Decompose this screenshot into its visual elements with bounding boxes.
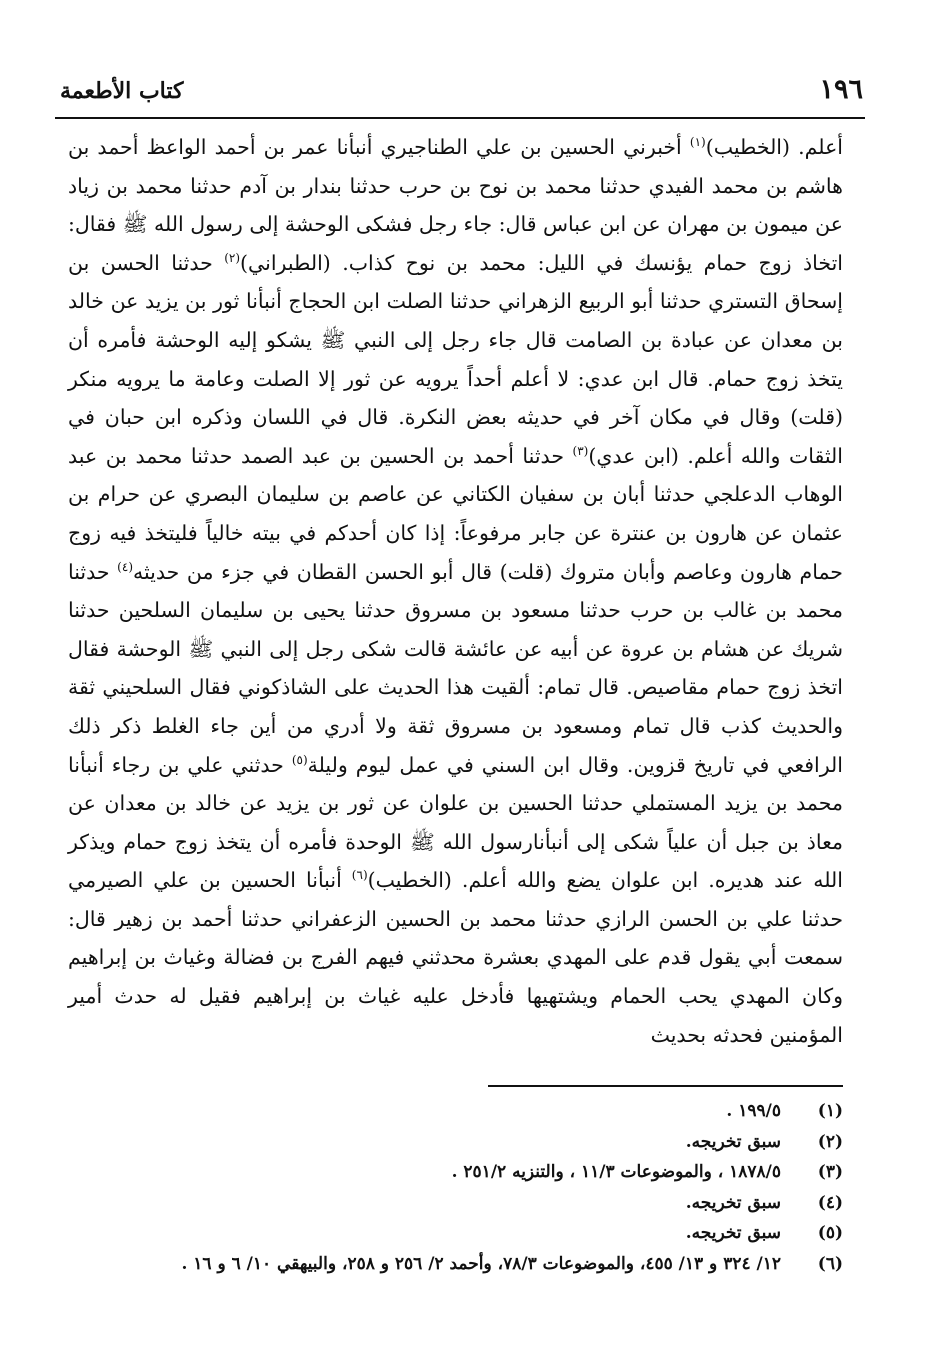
text-segment: أعلم. (الخطيب) [705, 135, 844, 159]
footnote-number: (٦) [817, 1253, 843, 1274]
text-segment: حدثنا الحسن بن إسحاق التستري حدثنا أبو الربيع الزهراني حدثنا الصلت ابن الحجاج أنبأنا ثور بن يزيد عن خالد بن معدان عن عبادة بن الصامت قال جاء رجل إلى النبي ﷺ يشكو إليه الوحشة فأمره أن يتخذ زوج حمام. قال ابن عدي: لا أعلم أحداً يرويه عن ثور إلا الصلت وعامة ما يرويه منكر (قلت) وقال في مكان آخر في حديثه بعض النكرة. قال في اللسان وذكره ابن حبان في الثقات والله أعلم. (ابن عدي) [68, 250, 843, 468]
text-segment: حدثنا أحمد بن الحسين بن عبد الصمد حدثنا محمد بن عبد الوهاب الدعلجي حدثنا أبان بن سفيان الكتاني عن عاصم بن سليمان البصري عن حرام بن عثمان عن هارون بن عنترة عن جابر مرفوعاً: إذا كان أحدكم في بيته خالياً فليتخذ فيه زوج حمام هارون وعاصم وأبان متروك (قلت) قال أبو الحسن القطان في جزء من حديثه [68, 443, 843, 584]
footnote-marker: (٤) [117, 559, 133, 574]
footnote-number: (٤) [817, 1192, 843, 1213]
footnote-marker: (٥) [291, 752, 308, 767]
footnote-text: سبق تخريجه. [685, 1192, 781, 1213]
footnote-number: (١) [817, 1101, 843, 1121]
footnote-marker: (٦) [351, 868, 368, 883]
footnote-text: سبق تخريجه. [685, 1223, 781, 1243]
footnotes [60, 1096, 843, 1279]
footnote-item [60, 1157, 843, 1188]
footnote-item [60, 1096, 843, 1127]
text-segment: أنبأنا الحسين بن علي الصيرمي حدثنا علي بن الحسن الرازي حدثنا محمد بن الحسين الزعفراني حدثنا أحمد بن زهير قال: سمعت أبي يقول قدم على المهدي بعشرة محدثني فيهم الفرج بن فضالة وغياث بن إبراهيم وكان المهدي يحب الحمام ويشتهيها فأدخل عليه غياث بن إبراهيم فقيل له حدث أمير المؤمنين فحدثه بحديث [68, 868, 843, 1047]
footnote-marker: (١) [689, 135, 706, 150]
footnote-number: (٥) [817, 1223, 843, 1243]
main-paragraph [68, 128, 843, 1054]
text-segment: أخبرني الحسين بن علي الطناجيري أنبأنا عمر بن أحمد الواعظ أحمد بن هاشم بن محمد الفيدي حدثنا محمد بن نوح بن حرب حدثنا بندار بن آدم حدثنا محمد بن زياد عن ميمون بن مهران عن ابن عباس قال: جاء رجل فشكى الوحشة إلى رسول الله ﷺ فقال: اتخاذ زوج حمام يؤنسك في الليل: محمد بن نوح كذاب. (الطبراني) [68, 135, 843, 275]
footnote-text: ١٩٩/٥ . [726, 1101, 781, 1121]
footnote-marker: (٣) [572, 443, 589, 458]
running-header [60, 72, 863, 112]
footnote-number: (٣) [817, 1162, 843, 1182]
main-text [68, 128, 843, 1054]
footnote-text: ١٢/ ٣٢٤ و ١٣/ ٤٥٥، والموضوعات ٧٨/٣، وأحمد ٢/ ٢٥٦ و ٢٥٨، والبيهقي ١٠/ ٦ و ١٦ . [181, 1253, 781, 1274]
footnote-text: ١٨٧٨/٥ ، والموضوعات ١١/٣ ، والتنزيه ٢٥١/٢ . [451, 1162, 781, 1182]
footnote-item [60, 1127, 843, 1158]
footnote-item [60, 1188, 843, 1219]
page-number: ١٩٦ [819, 74, 863, 105]
footnote-number: (٢) [817, 1131, 843, 1152]
text-segment: حدثنا محمد بن غالب بن حرب حدثنا مسعود بن مسروق حدثنا يحيى بن سليمان السلحين حدثنا شريك عن هشام بن عروة عن أبيه عن عائشة قالت شكى رجل إلى النبي ﷺ الوحشة فقال اتخذ زوج حمام مقاصيص. قال تمام: ألقيت هذا الحديث على الشاذكوني فقال السلحيني ثقة والحديث كذب قال تمام ومسعود بن مسروق ثقة ولا أدري من أين جاء الغلط ذكر ذلك الرافعي في تاريخ قزوين. وقال ابن السني في عمل ليوم وليلة [68, 559, 844, 777]
footnote-text: سبق تخريجه. [685, 1131, 781, 1152]
book-title: كتاب الأطعمة [60, 78, 184, 104]
footnote-divider [488, 1085, 843, 1087]
footnote-item [60, 1249, 843, 1280]
text-segment: حدثني علي بن رجاء أنبأنا محمد بن يزيد المستملي حدثنا الحسين بن علوان عن ثور بن يزيد عن خالد بن معدان عن معاذ بن جبل أن علياً شكى إلى أنبأنارسول الله ﷺ الوحدة فأمره أن يتخذ زوج حمام ويذكر الله عند هديره. ابن علوان يضع والله أعلم. (الخطيب) [68, 752, 843, 893]
footnote-marker: (٢) [224, 250, 241, 265]
footnote-item [60, 1218, 843, 1249]
header-divider [55, 117, 865, 119]
